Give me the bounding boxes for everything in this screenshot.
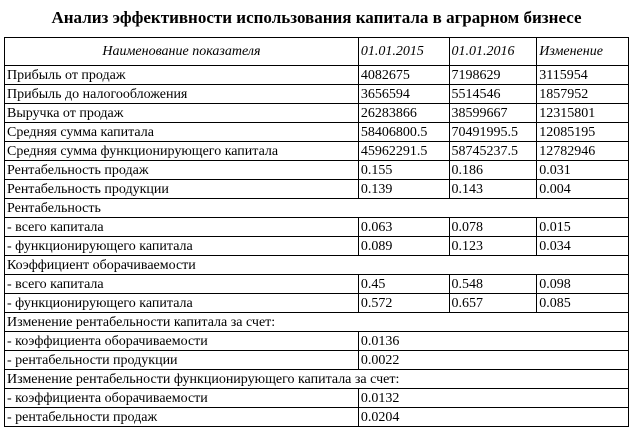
header-change: Изменение [537,38,629,66]
value-2015: 45962291.5 [358,142,449,161]
row-label: - функционирующего капитала [5,237,359,256]
row-label: Прибыль от продаж [5,66,359,85]
header-row [5,38,629,66]
table-row [5,351,629,370]
table-row [5,180,629,199]
table-row [5,161,629,180]
value-2016: 0.657 [449,294,537,313]
table-row [5,408,629,427]
value-change: 1857952 [537,85,629,104]
header-name: Наименование показателя [5,38,359,66]
value-2015: 4082675 [358,66,449,85]
table-row [5,389,629,408]
row-label: - рентабельности продукции [5,351,359,370]
table-row [5,142,629,161]
value-change: 0.085 [537,294,629,313]
value-2015: 26283866 [358,104,449,123]
value-change: 0.031 [537,161,629,180]
factor-value: 0.0132 [358,389,628,408]
value-2016: 58745237.5 [449,142,537,161]
value-2015: 58406800.5 [358,123,449,142]
value-2015: 3656594 [358,85,449,104]
factor-value: 0.0136 [358,332,628,351]
row-label: - всего капитала [5,218,359,237]
row-label: - рентабельности продаж [5,408,359,427]
section-header-row [5,199,629,218]
value-2016: 0.123 [449,237,537,256]
factor-value: 0.0022 [358,351,628,370]
row-label: - коэффициента оборачиваемости [5,332,359,351]
header-2016: 01.01.2016 [449,38,537,66]
section-title-profitability: Рентабельность [5,199,629,218]
factor-value: 0.0204 [358,408,628,427]
value-2016: 38599667 [449,104,537,123]
table-row [5,275,629,294]
value-2015: 0.063 [358,218,449,237]
table-row [5,66,629,85]
row-label: Прибыль до налогообложения [5,85,359,104]
table-row [5,104,629,123]
table-row [5,332,629,351]
row-label: - коэффициента оборачиваемости [5,389,359,408]
report-table [4,37,629,427]
value-change: 3115954 [537,66,629,85]
value-2015: 0.572 [358,294,449,313]
value-2016: 70491995.5 [449,123,537,142]
table-row [5,85,629,104]
row-label: Рентабельность продаж [5,161,359,180]
section-title-capital-change: Изменение рентабельности капитала за счет: [5,313,629,332]
value-2016: 0.548 [449,275,537,294]
section-title-turnover: Коэффициент оборачиваемости [5,256,629,275]
value-2015: 0.089 [358,237,449,256]
table-row [5,123,629,142]
section-header-row [5,370,629,389]
value-change: 12085195 [537,123,629,142]
table-row [5,294,629,313]
row-label: Рентабельность продукции [5,180,359,199]
value-change: 12315801 [537,104,629,123]
row-label: - функционирующего капитала [5,294,359,313]
value-change: 12782946 [537,142,629,161]
table-row [5,237,629,256]
value-change: 0.098 [537,275,629,294]
value-change: 0.015 [537,218,629,237]
value-2015: 0.45 [358,275,449,294]
header-2015: 01.01.2015 [358,38,449,66]
value-change: 0.034 [537,237,629,256]
value-2016: 7198629 [449,66,537,85]
section-header-row [5,313,629,332]
page-title: Анализ эффективности использования капитала в аграрном бизнесе [51,8,582,27]
value-2015: 0.139 [358,180,449,199]
row-label: Средняя сумма функционирующего капитала [5,142,359,161]
row-label: Средняя сумма капитала [5,123,359,142]
value-change: 0.004 [537,180,629,199]
table-row [5,218,629,237]
section-title-functioning-change: Изменение рентабельности функционирующего капитала за счет: [5,370,629,389]
row-label: Выручка от продаж [5,104,359,123]
section-header-row [5,256,629,275]
value-2016: 0.078 [449,218,537,237]
row-label: - всего капитала [5,275,359,294]
value-2015: 0.155 [358,161,449,180]
value-2016: 0.186 [449,161,537,180]
value-2016: 0.143 [449,180,537,199]
value-2016: 5514546 [449,85,537,104]
